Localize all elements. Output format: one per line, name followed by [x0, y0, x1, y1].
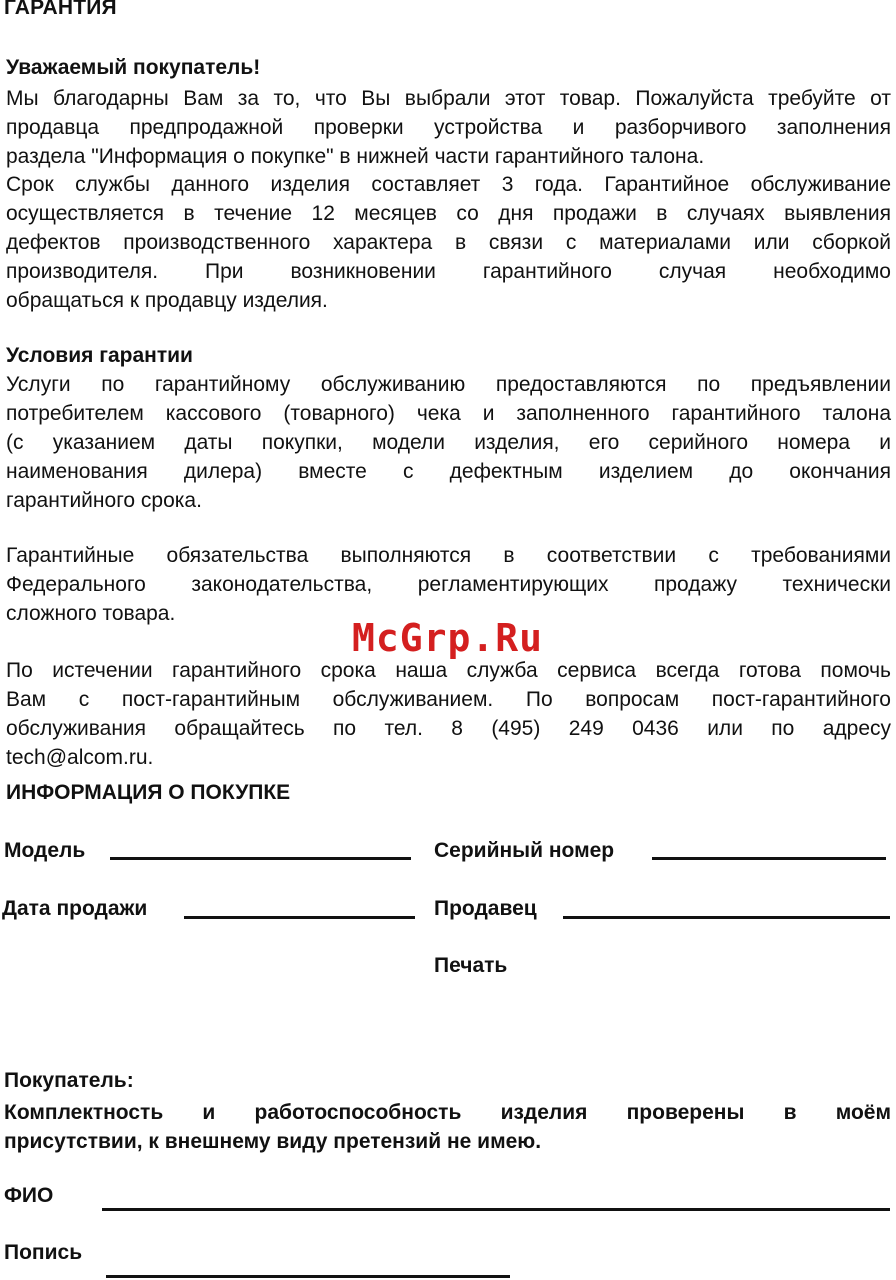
intro-paragraph: [6, 84, 891, 171]
service-line: дефектов производственного характера в связи с материалами или сборкой: [6, 231, 891, 254]
seller-label: Продавец: [434, 897, 537, 920]
fio-field[interactable]: [102, 1208, 890, 1211]
obligations-line: сложного товара.: [6, 602, 176, 625]
conditions-paragraph: [6, 370, 891, 515]
sale-date-label: Дата продажи: [2, 897, 148, 920]
buyer-statement-line: Комплектность и работоспособность изделия проверены в моём: [4, 1101, 891, 1124]
obligations-paragraph: [6, 541, 891, 628]
page-title: ГАРАНТИЯ: [4, 0, 117, 19]
buyer-statement: [4, 1098, 891, 1156]
conditions-line: (с указанием даты покупки, модели изделия, его серийного номера и: [6, 431, 891, 454]
service-line: обращаться к продавцу изделия.: [6, 289, 328, 312]
intro-line: раздела "Информация о покупке" в нижней части гарантийного талона.: [6, 145, 705, 168]
greeting: Уважаемый покупатель!: [6, 56, 261, 79]
conditions-line: Услуги по гарантийному обслуживанию предоставляются по предъявлении: [6, 373, 891, 396]
buyer-title: Покупатель:: [4, 1069, 134, 1092]
conditions-line: потребителем кассового (товарного) чека и заполненного гарантийного талона: [6, 402, 891, 425]
after-line: Вам с пост-гарантийным обслуживанием. По вопросам пост-гарантийного: [6, 688, 891, 711]
obligations-line: Федерального законодательства, регламентирующих продажу технически: [6, 573, 891, 596]
signature-label: Попись: [4, 1241, 83, 1264]
after-line: tech@alcom.ru.: [6, 746, 154, 769]
model-label: Модель: [4, 839, 86, 862]
intro-line: продавца предпродажной проверки устройства и разборчивого заполнения: [6, 116, 891, 139]
service-line: производителя. При возникновении гарантийного случая необходимо: [6, 260, 891, 283]
intro-line: Мы благодарны Вам за то, что Вы выбрали этот товар. Пожалуйста требуйте от: [6, 87, 891, 110]
model-field[interactable]: [110, 857, 411, 860]
buyer-statement-line: присутствии, к внешнему виду претензий не имею.: [4, 1130, 542, 1153]
conditions-line: наименования дилера) вместе с дефектным изделием до окончания: [6, 460, 891, 483]
purchase-info-title: ИНФОРМАЦИЯ О ПОКУПКЕ: [6, 781, 291, 804]
serial-label: Серийный номер: [434, 839, 615, 862]
obligations-line: Гарантийные обязательства выполняются в соответствии с требованиями: [6, 544, 891, 567]
after-line: обслуживания обращайтесь по тел. 8 (495) 249 0436 или по адресу: [6, 717, 891, 740]
after-line: По истечении гарантийного срока наша служба сервиса всегда готова помочь: [6, 659, 891, 682]
conditions-line: гарантийного срока.: [6, 489, 202, 512]
signature-field[interactable]: [106, 1275, 510, 1278]
sale-date-field[interactable]: [184, 916, 415, 919]
seller-field[interactable]: [563, 916, 890, 919]
service-line: Срок службы данного изделия составляет 3 года. Гарантийное обслуживание: [6, 173, 891, 196]
service-line: осуществляется в течение 12 месяцев со дня продажи в случаях выявления: [6, 202, 891, 225]
watermark-logo: McGrp.Ru: [352, 616, 544, 660]
service-paragraph: [6, 170, 891, 315]
serial-field[interactable]: [652, 857, 886, 860]
fio-label: ФИО: [4, 1184, 54, 1207]
after-warranty-paragraph: [6, 656, 891, 772]
stamp-label: Печать: [434, 954, 508, 977]
conditions-title: Условия гарантии: [6, 344, 193, 367]
